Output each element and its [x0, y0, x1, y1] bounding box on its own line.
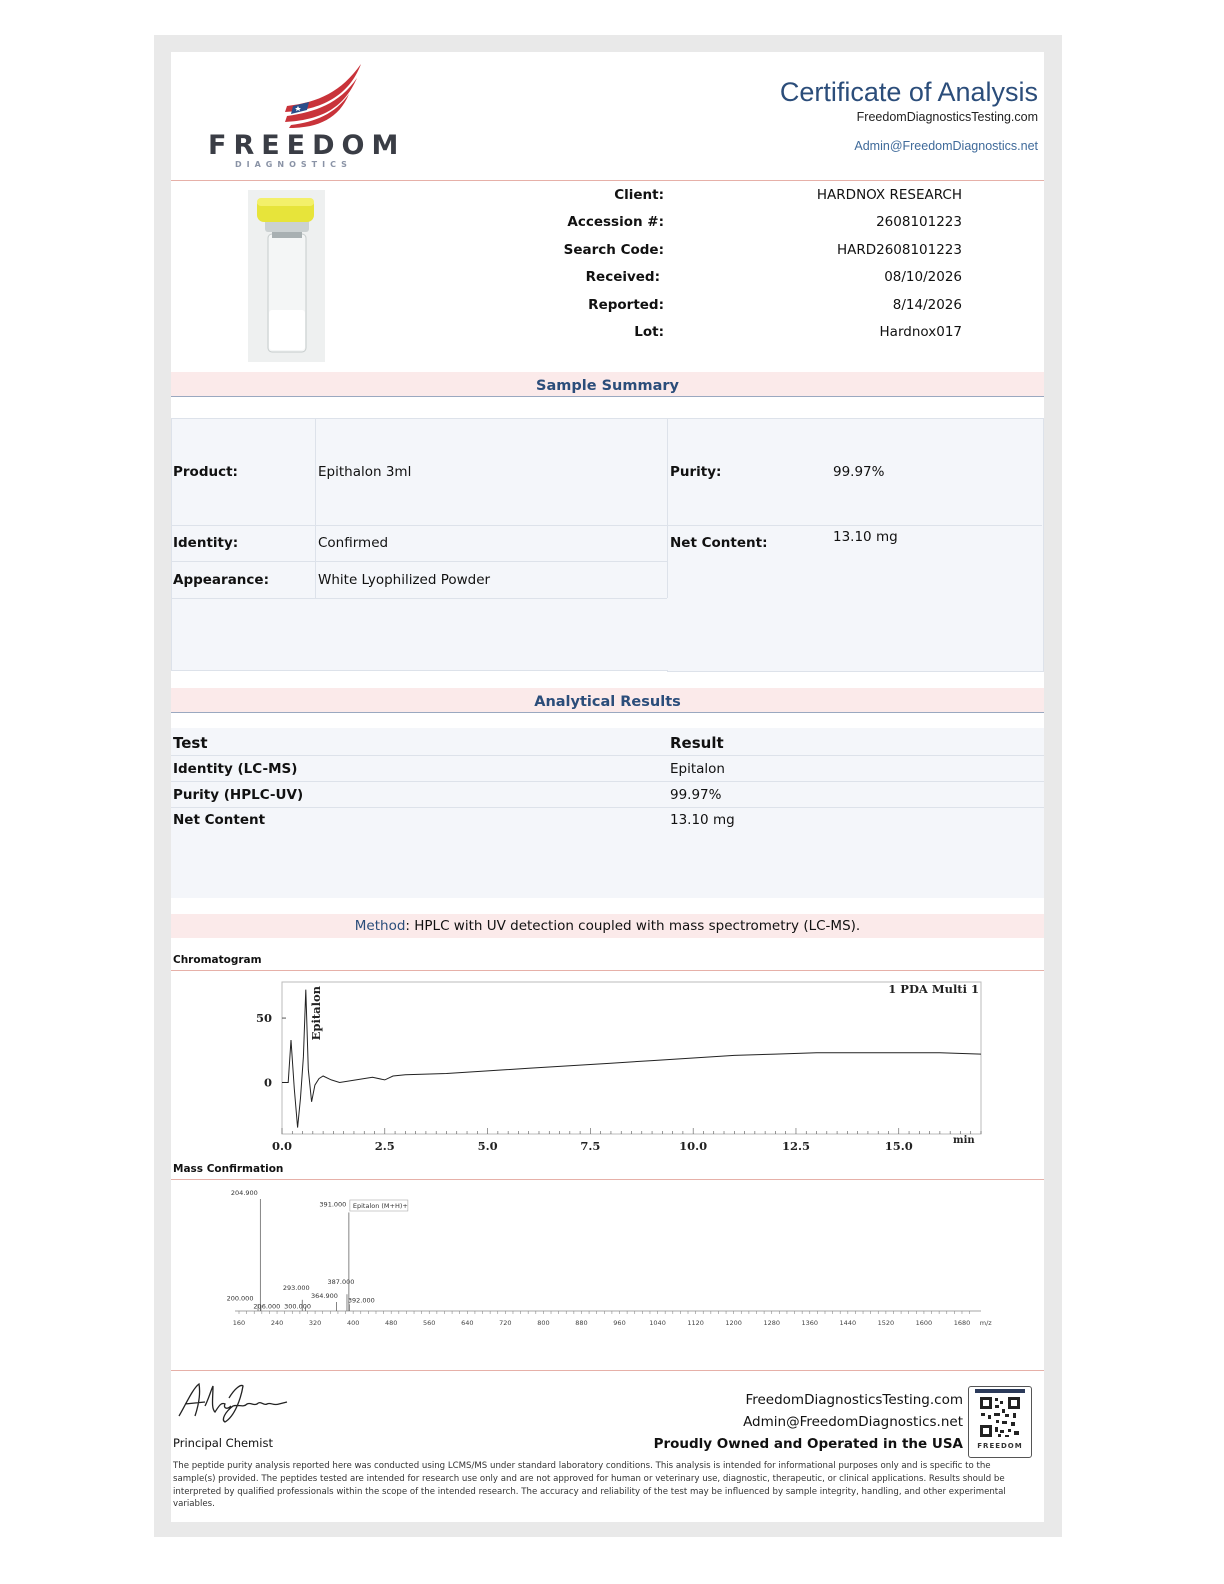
- method-band: [171, 914, 1044, 938]
- x-tick-label: 400: [346, 1319, 360, 1327]
- x-tick-label: 12.5: [781, 1139, 810, 1153]
- mass-confirmation-title: Mass Confirmation: [173, 1163, 284, 1175]
- footer-divider: [171, 1370, 1044, 1371]
- x-tick-label: 160: [232, 1319, 246, 1327]
- results-table: [171, 728, 1044, 898]
- y-tick-label: 0: [263, 1075, 272, 1090]
- x-tick-label: 1120: [687, 1319, 704, 1327]
- results-row-divider: [171, 807, 1044, 808]
- appearance-label: Appearance:: [173, 572, 269, 588]
- peak-mz-label: 387.000: [327, 1278, 355, 1287]
- qr-caption: FREEDOM: [977, 1442, 1023, 1450]
- peak-label: Epitalon: [308, 986, 323, 1041]
- x-tick-label: 1520: [877, 1319, 895, 1327]
- results-row-test: Net Content: [173, 812, 266, 828]
- footer-email[interactable]: Admin@FreedomDiagnostics.net: [743, 1414, 963, 1430]
- sample-summary-underline: [171, 396, 1044, 397]
- purity-value: 99.97%: [833, 464, 885, 480]
- chromatogram-chart: [171, 972, 1044, 1158]
- header-divider: [171, 180, 1044, 181]
- flag-stripes-icon: [211, 62, 411, 128]
- peak-mz-label: 293.000: [282, 1283, 310, 1292]
- footer-tagline: Proudly Owned and Operated in the USA: [653, 1436, 963, 1452]
- x-tick-label: 7.5: [580, 1139, 601, 1153]
- signature: [175, 1376, 295, 1426]
- qr-code-icon: [969, 1387, 1031, 1445]
- analytical-results-band: [171, 688, 1044, 712]
- mass-spectrum-chart: [171, 1182, 1044, 1362]
- peak-annotation: Epitalon (M+H)+: [352, 1202, 408, 1210]
- purity-label: Purity:: [670, 464, 722, 480]
- results-row-result: 99.97%: [670, 787, 722, 803]
- peak-mz-label: 364.900: [311, 1292, 338, 1301]
- x-tick-label: 1040: [649, 1319, 666, 1327]
- summary-row-divider-2: [171, 561, 667, 562]
- client-value: HARDNOX RESEARCH: [816, 187, 962, 203]
- results-row-result: Epitalon: [670, 761, 725, 777]
- results-col-test: Test: [173, 734, 208, 752]
- analytical-results-underline: [171, 712, 1044, 713]
- summary-left-empty: [171, 598, 668, 671]
- peak-mz-label: 392.000: [347, 1296, 375, 1305]
- lot-value: Hardnox017: [879, 324, 962, 340]
- x-tick-label: 15.0: [884, 1139, 913, 1153]
- summary-col-divider: [315, 418, 316, 598]
- identity-value: Confirmed: [318, 535, 389, 551]
- peak-mz-label: 204.900: [230, 1189, 258, 1197]
- qr-code[interactable]: [968, 1386, 1032, 1458]
- peak-mz-label: 206.000: [253, 1302, 281, 1311]
- x-tick-label: 1280: [763, 1319, 780, 1327]
- company-logo: [208, 62, 411, 172]
- appearance-value: White Lyophilized Powder: [318, 572, 491, 588]
- x-tick-label: m/z: [979, 1319, 992, 1327]
- product-vial-image: [248, 190, 325, 362]
- client-label: Client:: [614, 187, 664, 203]
- x-tick-label: 1200: [725, 1319, 742, 1327]
- x-tick-label: 800: [537, 1319, 550, 1327]
- received-label: Received:: [585, 269, 660, 285]
- header-email[interactable]: Admin@FreedomDiagnostics.net: [854, 139, 1038, 153]
- sample-summary-band: [171, 372, 1044, 396]
- signatory-role: Principal Chemist: [173, 1436, 273, 1450]
- x-tick-label: 1440: [839, 1319, 857, 1327]
- product-value: Epithalon 3ml: [318, 464, 412, 480]
- x-tick-label: 720: [499, 1319, 512, 1327]
- chromatogram-title: Chromatogram: [173, 954, 262, 966]
- results-row-divider: [171, 781, 1044, 782]
- header-website[interactable]: FreedomDiagnosticsTesting.com: [856, 110, 1038, 124]
- method-label: Method: [354, 918, 406, 934]
- results-row-result: 13.10 mg: [670, 812, 735, 828]
- peak-mz-label: 200.000: [226, 1294, 254, 1303]
- x-tick-label: 1680: [953, 1319, 971, 1327]
- results-row-test: Purity (HPLC-UV): [173, 787, 304, 803]
- x-tick-label: 480: [384, 1319, 398, 1327]
- accession-label: Accession #:: [567, 214, 664, 230]
- results-col-result: Result: [670, 734, 724, 752]
- x-tick-label: 880: [575, 1319, 588, 1327]
- lot-label: Lot:: [634, 324, 664, 340]
- x-tick-label: 10.0: [679, 1139, 708, 1153]
- peak-mz-label: 300.000: [284, 1302, 312, 1311]
- reported-label: Reported:: [588, 297, 664, 313]
- net-content-label: Net Content:: [670, 535, 768, 551]
- accession-value: 2608101223: [876, 214, 962, 230]
- mass-confirmation-divider: [171, 1179, 1044, 1180]
- x-tick-label: 960: [613, 1319, 626, 1327]
- net-content-value: 13.10 mg: [833, 529, 898, 545]
- results-row-test: Identity (LC-MS): [173, 761, 298, 777]
- sample-summary-title: Sample Summary: [536, 378, 679, 394]
- identity-label: Identity:: [173, 535, 239, 551]
- summary-row-divider-3: [171, 598, 667, 599]
- x-tick-label: 320: [308, 1319, 322, 1327]
- x-tick-label: 1360: [801, 1319, 819, 1327]
- logo-wordmark: FREEDOM: [208, 130, 406, 161]
- chromatogram-trace: [282, 990, 981, 1128]
- x-tick-label: 5.0: [477, 1139, 498, 1153]
- search-code-label: Search Code:: [563, 242, 664, 258]
- x-unit-label: min: [953, 1135, 975, 1146]
- summary-row-divider-1: [171, 525, 1042, 526]
- logo-subtitle: DIAGNOSTICS: [235, 160, 352, 169]
- chromatogram-divider: [171, 970, 1044, 971]
- x-tick-label: 1600: [915, 1319, 933, 1327]
- x-tick-label: 2.5: [374, 1139, 395, 1153]
- reported-value: 8/14/2026: [892, 297, 962, 313]
- received-value: 08/10/2026: [884, 269, 962, 285]
- method-text: : HPLC with UV detection coupled with mass spectrometry (LC-MS).: [405, 918, 861, 934]
- peak-mz-label: 391.000: [319, 1200, 347, 1209]
- chart-legend: 1 PDA Multi 1: [888, 982, 979, 996]
- y-tick-label: 50: [255, 1011, 272, 1026]
- x-tick-label: 0.0: [271, 1139, 293, 1153]
- footer-website[interactable]: FreedomDiagnosticsTesting.com: [745, 1392, 963, 1408]
- results-header-divider: [171, 755, 1044, 756]
- plot-frame: [282, 982, 981, 1134]
- search-code-value: HARD2608101223: [836, 242, 962, 258]
- x-tick-label: 560: [423, 1319, 436, 1327]
- analytical-results-title: Analytical Results: [534, 694, 681, 710]
- disclaimer-text: The peptide purity analysis reported here was conducted using LCMS/MS under standard laboratory conditions. This analysis is intended for informational purposes only and is specific to the sample(s) provided. The peptides tested are intended for research use only and are not approved for human or veterinary use, diagnostic, therapeutic, or clinical applications. Results should be interpreted by qualified professionals within the scope of the intended research. The accuracy and reliability of the test may be influenced by sample integrity, handling, and other experimental variables.: [173, 1461, 1006, 1510]
- document-title: Certificate of Analysis: [779, 77, 1038, 107]
- x-tick-label: 640: [461, 1319, 474, 1327]
- product-label: Product:: [173, 464, 238, 480]
- x-tick-label: 240: [270, 1319, 284, 1327]
- certificate-page: [171, 52, 1044, 1522]
